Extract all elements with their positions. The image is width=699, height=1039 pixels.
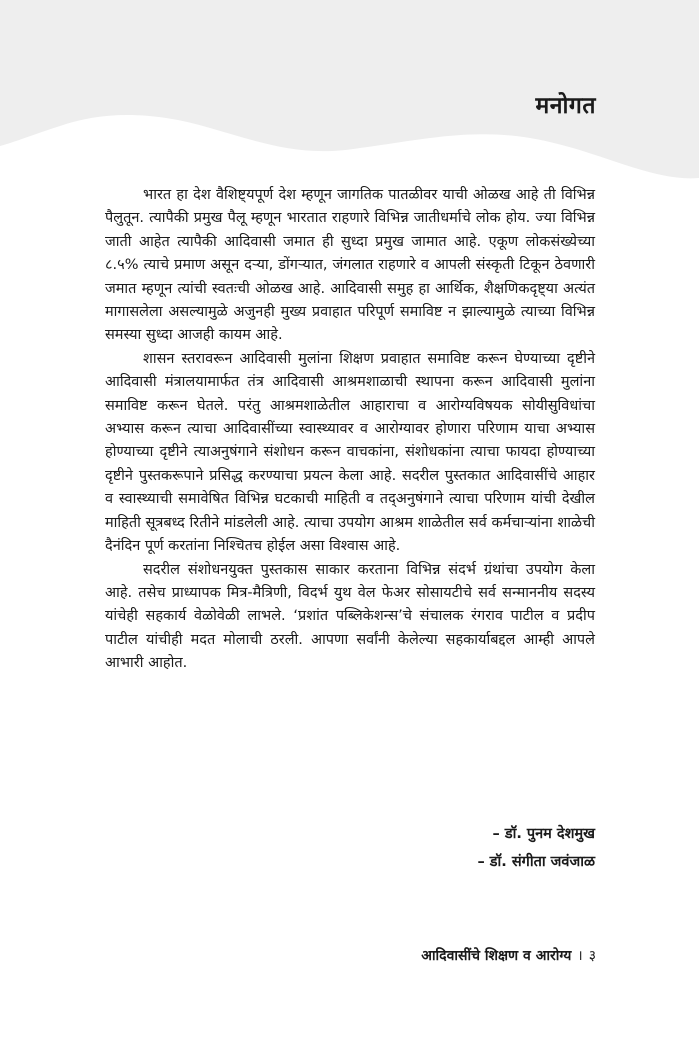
author-1: – डॉ. पुनम देशमुख xyxy=(492,826,595,842)
footer-book-title: आदिवासींचे शिक्षण व आरोग्य xyxy=(421,948,572,964)
author-signatures xyxy=(477,820,595,876)
paragraph-1: भारत हा देश वैशिष्ट्यपूर्ण देश म्हणून जागतिक पातळीवर याची ओळख आहे ती विभिन्न पैलुतून. त्यापैकी प्रमुख पैलू म्हणून भारतात राहणारे विभिन्न जातीधर्माचे लोक होय. ज्या विभिन्न जाती आहेत त्यापैकी आदिवासी जमात ही सुध्दा प्रमुख जामात आहे. एकूण लोकसंख्येच्या ८.५% त्याचे प्रमाण असून दऱ्या, डोंगऱ्यात, जंगलात राहणारे व आपली संस्कृती टिकून ठेवणारी जमात म्हणून त्यांची स्वतःची ओळख आहे. आदिवासी समुह हा आर्थिक, शैक्षणिकदृष्ट्या अत्यंत मागासलेला असल्यामुळे अजुनही मुख्य प्रवाहात परिपूर्ण समाविष्ट न झाल्यामुळे त्याच्या विभिन्न समस्या सुध्दा आजही कायम आहे. xyxy=(105,187,595,344)
page-title: मनोगत xyxy=(535,93,596,119)
preface-body xyxy=(105,184,595,676)
paragraph-2: शासन स्तरावरून आदिवासी मुलांना शिक्षण प्रवाहात समाविष्ट करून घेण्याच्या दृष्टीने आदिवासी मंत्रालयामार्फत तंत्र आदिवासी आश्रमशाळाची स्थापना करून आदिवासी मुलांना समाविष्ट करून घेतले. परंतु आश्रमशाळेतील आहाराचा व आरोग्यविषयक सोयीसुविधांचा अभ्यास करून त्याचा आदिवासींच्या स्वास्थ्यावर व आरोग्यावर होणारा परिणाम याचा अभ्यास होण्याच्या दृष्टीने त्याअनुषंगाने संशोधन करून वाचकांना, संशोधकांना त्याचा फायदा होण्याच्या दृष्टीने पुस्तकरूपाने प्रसिद्ध करण्याचा प्रयत्न केला आहे. सदरील पुस्तकात आदिवासींचे आहार व स्वास्थ्याची समावेषित विभिन्न घटकाची माहिती व तद्अनुषंगाने त्याचा परिणाम यांची देखील माहिती सूत्रबध्द रितीने मांडलेली आहे. त्याचा उपयोग आश्रम शाळेतील सर्व कर्मचाऱ्यांना शाळेची दैनंदिन पूर्ण करतांना निश्चितच होईल असा विश्वास आहे. xyxy=(105,350,595,555)
author-2: – डॉ. संगीता जवंजाळ xyxy=(477,854,595,870)
page-footer xyxy=(421,946,596,965)
paragraph-3: सदरील संशोधनयुक्त पुस्तकास साकार करताना विभिन्न संदर्भ ग्रंथांचा उपयोग केला आहे. तसेच प्राध्यापक मित्र-मैत्रिणी, विदर्भ युथ वेल फेअर सोसायटीचे सर्व सन्माननीय सदस्य यांचेही सहकार्य वेळोवेळी लाभले. ‘प्रशांत पब्लिकेशन्स’चे संचालक रंगराव पाटील व प्रदीप पाटील यांचीही मदत मोलाची ठरली. आपणा सर्वांनी केलेल्या सहकार्याबद्दल आम्ही आपले आभारी आहोत. xyxy=(105,561,595,672)
footer-separator: । xyxy=(577,948,583,964)
page-number: ३ xyxy=(588,948,596,964)
